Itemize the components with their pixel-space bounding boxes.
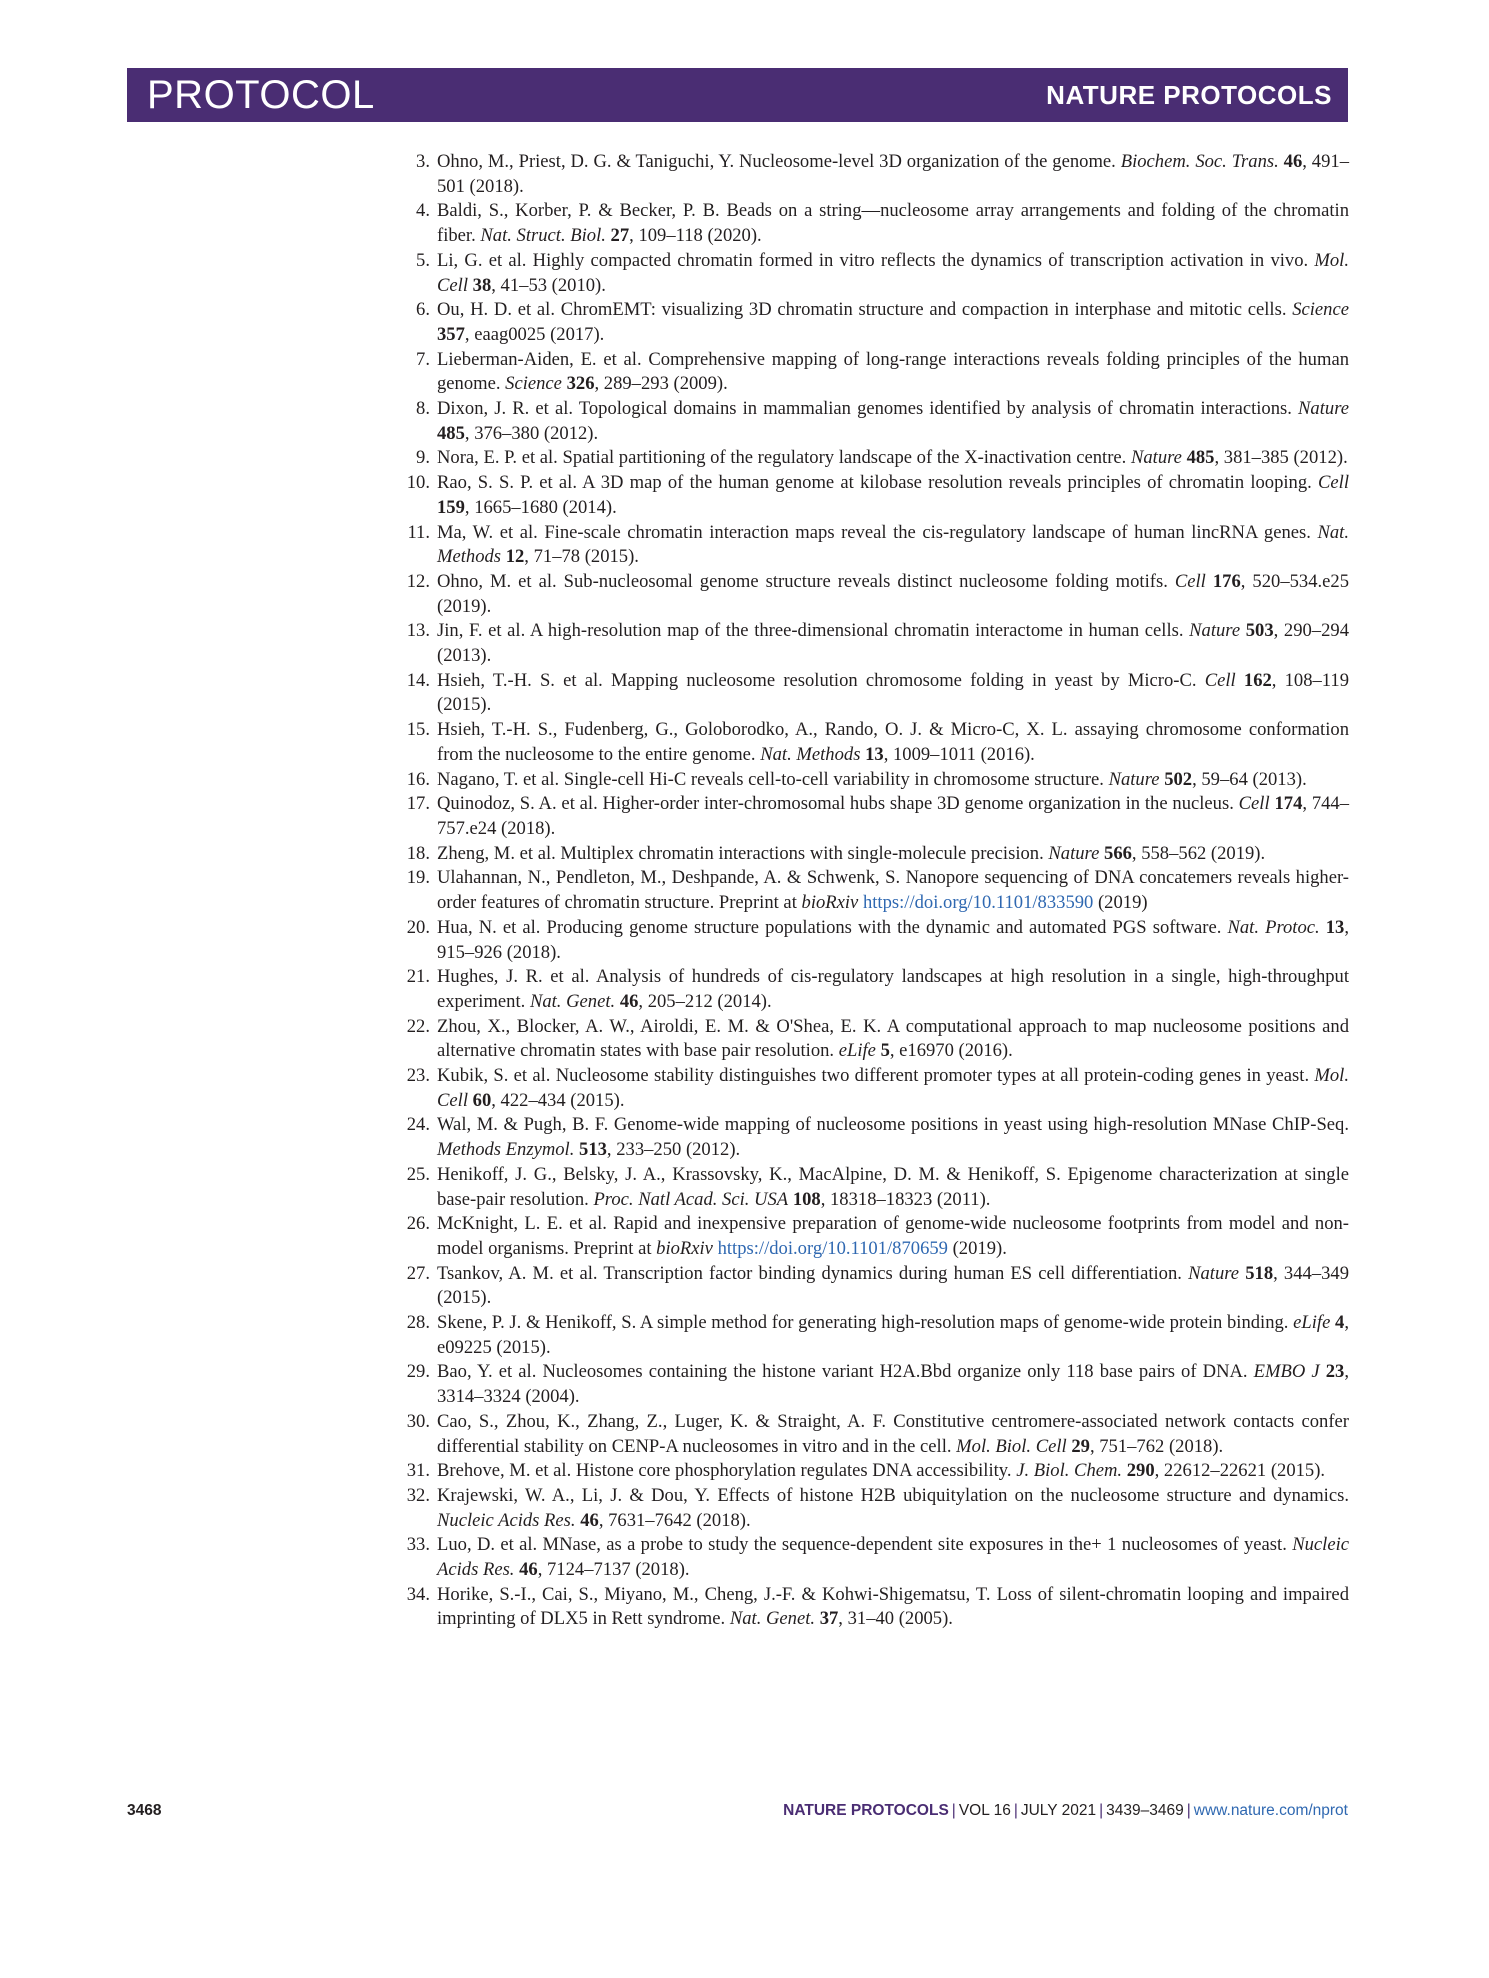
reference-authors-title: Nora, E. P. et al. Spatial partitioning of the regulatory landscape of the X-inactivation centre. <box>437 447 1131 469</box>
reference-journal: Mol. Cell <box>437 249 1349 296</box>
reference-item <box>406 1311 1349 1360</box>
reference-number-text: 14. <box>406 669 430 691</box>
reference-number-text: 6. <box>416 299 430 321</box>
reference-authors-title: Ohno, M., Priest, D. G. & Taniguchi, Y. Nucleosome-level 3D organization of the genome. <box>437 151 1121 172</box>
reference-volume: 326 <box>566 373 595 395</box>
reference-text <box>437 916 1349 965</box>
reference-number-text: 4. <box>416 200 430 222</box>
reference-pages-year: , 18318–18323 (2011). <box>820 1188 991 1210</box>
reference-authors-title: Wal, M. & Pugh, B. F. Genome-wide mapping of nucleosome positions in yeast using high-resolution MNase ChIP-Seq. <box>437 1114 1349 1136</box>
reference-journal: Nucleic Acids Res. <box>437 1534 1349 1581</box>
reference-number-text: 34. <box>406 1583 430 1605</box>
page-number: 3468 <box>127 1802 162 1819</box>
reference-authors-title: Rao, S. S. P. et al. A 3D map of the human genome at kilobase resolution reveals principles of chromatin looping. <box>437 472 1318 494</box>
reference-item <box>406 1113 1349 1162</box>
reference-authors-title: Ou, H. D. et al. ChromEMT: visualizing 3D chromatin structure and compaction in interphase and mitotic cells. <box>437 299 1293 321</box>
footer-separator: | <box>1186 1802 1191 1819</box>
reference-text <box>437 718 1349 767</box>
reference-space <box>1236 670 1244 691</box>
reference-authors-title: Zheng, M. et al. Multiplex chromatin interactions with single-molecule precision. <box>437 842 1049 864</box>
reference-item <box>406 669 1350 718</box>
reference-text <box>437 1360 1349 1409</box>
reference-journal: Nature <box>1108 768 1160 790</box>
reference-journal: Nature <box>1298 398 1349 420</box>
reference-item <box>406 1064 1349 1113</box>
reference-journal: Nature <box>1130 447 1182 469</box>
reference-authors-title: Skene, P. J. & Henikoff, S. A simple method for generating high-resolution maps of genome-wide protein binding. <box>437 1312 1294 1334</box>
reference-pages-year: , 1009–1011 (2016). <box>883 743 1035 765</box>
reference-authors-title: Zhou, X., Blocker, A. W., Airoldi, E. M. & O'Shea, E. K. A computational approach to map nucleosome positions and alternative chromatin states with base pair resolution. <box>437 1015 1349 1062</box>
reference-authors-title: Kubik, S. et al. Nucleosome stability distinguishes two different promoter types at all protein-coding genes in yeast. <box>437 1065 1315 1087</box>
reference-item <box>406 1262 1350 1311</box>
reference-pages-year: , 31–40 (2005). <box>838 1608 953 1630</box>
reference-text <box>437 397 1349 446</box>
reference-text <box>437 1484 1349 1533</box>
reference-item <box>416 298 1349 347</box>
reference-text <box>437 471 1349 520</box>
reference-pages-year: , 422–434 (2015). <box>491 1089 625 1111</box>
reference-authors-title: Luo, D. et al. MNase, as a probe to study the sequence-dependent site exposures in the+ 1 nucleosomes of yeast. <box>437 1534 1293 1556</box>
reference-pages-year: , 7124–7137 (2018). <box>537 1559 690 1581</box>
reference-text <box>437 1163 1349 1212</box>
reference-pages-year: , 41–53 (2010). <box>491 274 606 296</box>
reference-text <box>437 619 1349 668</box>
reference-journal: bioRxiv <box>801 892 859 914</box>
reference-journal: Nucleic Acids Res. <box>437 1509 576 1531</box>
reference-year: (2019). <box>947 1237 1007 1259</box>
reference-journal: Cell <box>1238 793 1270 815</box>
reference-volume: 357 <box>437 323 465 345</box>
reference-pages-year: , 915–926 (2018). <box>437 916 1349 963</box>
reference-number-text: 8. <box>416 398 430 420</box>
reference-text <box>437 1583 1349 1632</box>
reference-journal: Biochem. Soc. Trans. <box>1120 151 1279 172</box>
reference-text <box>437 521 1349 570</box>
footer-citation <box>783 1802 1348 1820</box>
reference-pages-year: , 376–380 (2012). <box>464 422 599 444</box>
reference-item <box>406 965 1349 1014</box>
reference-authors-title: Lieberman-Aiden, E. et al. Comprehensive mapping of long-range interactions reveals folding principles of the human genome. <box>437 348 1349 395</box>
reference-journal: J. Biol. Chem. <box>1016 1460 1123 1482</box>
reference-text <box>437 1064 1349 1113</box>
reference-item <box>406 916 1349 965</box>
reference-text <box>437 1459 1349 1484</box>
reference-pages-year: , 233–250 (2012). <box>606 1139 741 1161</box>
reference-pages-year: , 289–293 (2009). <box>594 373 728 395</box>
reference-pages-year: , 7631–7642 (2018). <box>598 1509 751 1531</box>
reference-authors-title: Li, G. et al. Highly compacted chromatin formed in vitro reflects the dynamics of transcription activation in vivo. <box>437 249 1315 271</box>
footer-separator: | <box>1013 1802 1018 1819</box>
reference-number-text: 32. <box>406 1484 430 1506</box>
reference-volume: 502 <box>1164 768 1193 790</box>
reference-number-text: 26. <box>406 1213 430 1235</box>
reference-pages-year: , 558–562 (2019). <box>1131 842 1266 864</box>
footer-journal: NATURE PROTOCOLS <box>783 1802 949 1819</box>
reference-item <box>406 1484 1349 1533</box>
reference-volume: 4 <box>1335 1312 1345 1334</box>
reference-text <box>437 249 1349 298</box>
reference-number-text: 31. <box>406 1460 430 1482</box>
reference-number-text: 12. <box>406 570 430 592</box>
reference-pages-year: , 22612–22621 (2015). <box>1154 1460 1326 1482</box>
reference-pages-year: , 290–294 (2013). <box>437 620 1349 667</box>
reference-journal: eLife <box>1293 1312 1331 1334</box>
reference-pages-year: , 109–118 (2020). <box>629 225 762 247</box>
reference-pages-year: , 381–385 (2012). <box>1214 447 1348 469</box>
reference-volume: 37 <box>819 1608 839 1630</box>
reference-authors-title: Horike, S.-I., Cai, S., Miyano, M., Cheng, J.-F. & Kohwi-Shigematsu, T. Loss of silent-chromatin looping and impaired imprinting of DLX5 in Rett syndrome. <box>437 1583 1349 1630</box>
reference-volume: 518 <box>1245 1262 1274 1284</box>
reference-volume: 46 <box>619 990 639 1012</box>
reference-pages-year: , 3314–3324 (2004). <box>437 1361 1349 1408</box>
reference-authors-title: Baldi, S., Korber, P. & Becker, P. B. Beads on a string—nucleosome array arrangements and folding of the chromatin fiber. <box>437 200 1349 247</box>
reference-volume: 46 <box>519 1559 538 1581</box>
footer-separator: | <box>1099 1802 1104 1819</box>
reference-pages-year: , eaag0025 (2017). <box>464 323 605 345</box>
reference-authors-title: Ma, W. et al. Fine-scale chromatin interaction maps reveal the cis-regulatory landscape of human lincRNA genes. <box>437 521 1318 543</box>
reference-item <box>406 1583 1349 1632</box>
reference-number-text: 23. <box>406 1065 430 1087</box>
reference-journal: Nat. Methods <box>760 743 861 765</box>
reference-item <box>416 249 1349 298</box>
reference-volume: 108 <box>792 1188 821 1210</box>
reference-text <box>437 570 1349 619</box>
reference-item <box>406 768 1349 793</box>
reference-pages-year: , 71–78 (2015). <box>524 546 639 568</box>
reference-number-text: 9. <box>416 447 430 469</box>
reference-volume: 566 <box>1104 842 1132 864</box>
reference-item <box>406 570 1349 619</box>
reference-number-text: 10. <box>406 472 430 494</box>
reference-item <box>406 1533 1349 1582</box>
reference-item <box>406 1015 1349 1064</box>
reference-journal: Cell <box>1204 669 1236 691</box>
reference-journal: Cell <box>1318 472 1349 494</box>
reference-pages-year: , 344–349 (2015). <box>437 1262 1350 1309</box>
reference-volume: 12 <box>505 546 525 568</box>
reference-authors-title: McKnight, L. E. et al. Rapid and inexpensive preparation of genome-wide nucleosome footprints from model and non-model organisms. Preprint at <box>437 1213 1349 1259</box>
reference-pages-year: , 744–757.e24 (2018). <box>437 793 1350 839</box>
reference-number-text: 17. <box>406 793 430 815</box>
reference-pages-year: , e16970 (2016). <box>889 1040 1013 1062</box>
reference-volume: 485 <box>1186 447 1215 469</box>
footer-pages: 3439–3469 <box>1106 1802 1184 1819</box>
reference-volume: 503 <box>1245 620 1274 642</box>
reference-text <box>437 965 1349 1014</box>
reference-number-text: 30. <box>406 1410 430 1432</box>
reference-text <box>437 446 1349 471</box>
reference-journal: EMBO J <box>1253 1361 1320 1383</box>
reference-authors-title: Ulahannan, N., Pendleton, M., Deshpande, A. & Schwenk, S. Nanopore sequencing of DNA concatemers reveals higher-order features of chromatin structure. Preprint at <box>437 867 1349 914</box>
reference-number-text: 20. <box>406 916 430 938</box>
reference-journal: Nature <box>1188 1262 1240 1284</box>
reference-authors-title: Hughes, J. R. et al. Analysis of hundreds of cis-regulatory landscapes at high resolution in a single, high-throughput experiment. <box>437 966 1349 1012</box>
reference-space <box>1206 571 1213 592</box>
reference-text <box>437 768 1349 793</box>
reference-text <box>437 842 1349 867</box>
reference-number-text: 11. <box>407 521 430 543</box>
reference-list <box>406 150 1350 1632</box>
reference-text <box>437 150 1349 199</box>
reference-journal: Cell <box>1174 570 1206 592</box>
reference-doi-link[interactable]: https://doi.org/10.1101/870659 <box>717 1237 948 1259</box>
reference-volume: 5 <box>880 1040 890 1062</box>
reference-item <box>406 619 1349 668</box>
reference-pages-year: , 491–501 (2018). <box>437 151 1349 197</box>
reference-text <box>437 1212 1349 1261</box>
reference-pages-year: , 59–64 (2013). <box>1192 768 1307 790</box>
reference-item <box>406 471 1349 520</box>
reference-item <box>406 718 1349 767</box>
reference-volume: 46 <box>1283 151 1303 172</box>
footer-separator: | <box>951 1802 956 1819</box>
reference-authors-title: Tsankov, A. M. et al. Transcription factor binding dynamics during human ES cell differentiation. <box>437 1262 1189 1284</box>
reference-authors-title: Hsieh, T.-H. S., Fudenberg, G., Goloborodko, A., Rando, O. J. & Micro-C, X. L. assaying chromosome conformation from the nucleosome to the entire genome. <box>437 719 1349 765</box>
reference-text <box>437 1410 1349 1459</box>
reference-pages-year: , 751–762 (2018). <box>1089 1435 1224 1457</box>
reference-number-text: 27. <box>406 1262 430 1284</box>
reference-item <box>416 348 1349 397</box>
reference-volume: 513 <box>579 1139 607 1161</box>
reference-text <box>437 792 1349 841</box>
reference-number-text: 21. <box>406 966 430 988</box>
reference-journal: Nat. Struct. Biol. <box>480 225 606 247</box>
reference-number-text: 13. <box>406 620 430 642</box>
reference-authors-title: Henikoff, J. G., Belsky, J. A., Krassovsky, K., MacAlpine, D. M. & Henikoff, S. Epigenome characterization at single base-pair resolution. <box>437 1163 1349 1210</box>
reference-item <box>416 199 1349 248</box>
reference-number-text: 19. <box>406 867 430 889</box>
reference-item <box>406 792 1350 841</box>
reference-text <box>437 1533 1349 1582</box>
reference-journal: Mol. Cell <box>437 1065 1349 1111</box>
reference-authors-title: Bao, Y. et al. Nucleosomes containing the histone variant H2A.Bbd organize only 118 base pairs of DNA. <box>437 1361 1254 1383</box>
reference-item <box>406 866 1349 915</box>
reference-pages-year: , e09225 (2015). <box>437 1312 1349 1358</box>
reference-number-text: 22. <box>406 1015 430 1037</box>
reference-item <box>416 397 1349 446</box>
reference-text <box>437 866 1349 915</box>
reference-journal: bioRxiv <box>656 1237 713 1259</box>
header-banner <box>127 68 1348 122</box>
footer-volume: VOL 16 <box>958 1802 1011 1819</box>
reference-item <box>416 446 1349 471</box>
reference-authors-title: Quinodoz, S. A. et al. Higher-order inter-chromosomal hubs shape 3D genome organization in the nucleus. <box>437 793 1239 815</box>
reference-journal: Science <box>505 373 562 395</box>
reference-authors-title: Krajewski, W. A., Li, J. & Dou, Y. Effects of histone H2B ubiquitylation on the nucleosome structure and dynamics. <box>437 1484 1349 1506</box>
reference-authors-title: Cao, S., Zhou, K., Zhang, Z., Luger, K. & Straight, A. F. Constitutive centromere-associated network contacts confer differential stability on CENP-A nucleosomes in vitro and in the cell. <box>437 1410 1349 1457</box>
reference-number-text: 16. <box>406 768 430 790</box>
reference-volume: 485 <box>437 422 465 444</box>
reference-volume: 27 <box>610 225 630 247</box>
reference-volume: 46 <box>580 1509 599 1531</box>
reference-number-text: 28. <box>406 1312 430 1334</box>
reference-volume: 23 <box>1325 1361 1345 1383</box>
footer-url[interactable]: www.nature.com/nprot <box>1193 1802 1348 1819</box>
reference-authors-title: Dixon, J. R. et al. Topological domains in mammalian genomes identified by analysis of chromatin interactions. <box>437 398 1299 420</box>
reference-journal: Nat. Genet. <box>729 1608 816 1630</box>
reference-number-text: 5. <box>416 249 430 271</box>
reference-authors-title: Jin, F. et al. A high-resolution map of the three-dimensional chromatin interactome in human cells. <box>437 620 1190 642</box>
journal-label: NATURE PROTOCOLS <box>1046 79 1332 110</box>
reference-pages-year: , 520–534.e25 (2019). <box>437 570 1349 617</box>
reference-journal: Proc. Natl Acad. Sci. USA <box>593 1188 789 1210</box>
reference-number-text: 25. <box>406 1163 430 1185</box>
reference-item <box>406 1410 1349 1459</box>
reference-volume: 38 <box>472 274 492 296</box>
reference-item <box>407 521 1349 570</box>
reference-authors-title: Hsieh, T.-H. S. et al. Mapping nucleosome resolution chromosome folding in yeast by Micro-C. <box>437 669 1205 691</box>
reference-number-text: 15. <box>406 719 430 741</box>
page-footer <box>127 1802 1348 1826</box>
reference-text <box>437 669 1349 718</box>
reference-number-text: 29. <box>406 1361 430 1383</box>
reference-journal: Science <box>1292 299 1349 321</box>
reference-text <box>437 298 1349 347</box>
reference-number-text: 24. <box>406 1114 430 1136</box>
reference-text <box>437 1311 1349 1360</box>
reference-number-text: 33. <box>406 1534 430 1556</box>
reference-text <box>437 1262 1349 1311</box>
reference-item <box>416 150 1349 199</box>
reference-text <box>437 1015 1349 1064</box>
reference-journal: Methods Enzymol. <box>437 1139 575 1161</box>
reference-year: (2019) <box>1093 892 1148 914</box>
reference-volume: 13 <box>865 743 884 765</box>
reference-volume: 159 <box>437 496 465 518</box>
reference-doi-link[interactable]: https://doi.org/10.1101/833590 <box>862 892 1094 914</box>
reference-journal: Nature <box>1048 842 1100 864</box>
reference-authors-title: Nagano, T. et al. Single-cell Hi-C reveals cell-to-cell variability in chromosome structure. <box>437 768 1109 790</box>
reference-volume: 176 <box>1212 570 1241 592</box>
reference-text <box>437 199 1349 248</box>
reference-pages-year: , 205–212 (2014). <box>638 990 772 1012</box>
reference-item <box>406 1459 1349 1484</box>
reference-number-text: 7. <box>416 348 430 370</box>
section-label: PROTOCOL <box>147 72 375 117</box>
reference-volume: 29 <box>1071 1435 1090 1457</box>
reference-pages-year: , 1665–1680 (2014). <box>464 496 617 518</box>
reference-number-text: 18. <box>406 842 430 864</box>
footer-date: JULY 2021 <box>1020 1802 1097 1819</box>
reference-volume: 174 <box>1274 793 1303 815</box>
reference-number-text: 3. <box>416 151 430 172</box>
reference-item <box>406 1212 1349 1261</box>
reference-journal: Mol. Biol. Cell <box>956 1435 1067 1457</box>
reference-item <box>406 1163 1349 1212</box>
reference-journal: eLife <box>838 1040 876 1062</box>
reference-authors-title: Ohno, M. et al. Sub-nucleosomal genome structure reveals distinct nucleosome folding motifs. <box>437 570 1175 592</box>
reference-volume: 162 <box>1243 669 1272 691</box>
reference-journal: Nat. Protoc. <box>1227 916 1320 938</box>
reference-journal: Nat. Methods <box>437 521 1349 568</box>
reference-text <box>437 348 1349 397</box>
reference-item <box>406 1360 1349 1409</box>
reference-volume: 13 <box>1325 916 1345 938</box>
reference-text <box>437 1113 1349 1162</box>
reference-journal: Nat. Genet. <box>529 990 616 1012</box>
reference-journal: Nature <box>1189 620 1241 642</box>
reference-pages-year: , 108–119 (2015). <box>437 669 1350 716</box>
reference-authors-title: Brehove, M. et al. Histone core phosphorylation regulates DNA accessibility. <box>437 1460 1017 1482</box>
reference-volume: 60 <box>472 1089 492 1111</box>
reference-item <box>406 842 1349 867</box>
reference-authors-title: Hua, N. et al. Producing genome structure populations with the dynamic and automated PGS software. <box>437 916 1228 938</box>
reference-volume: 290 <box>1126 1460 1155 1482</box>
